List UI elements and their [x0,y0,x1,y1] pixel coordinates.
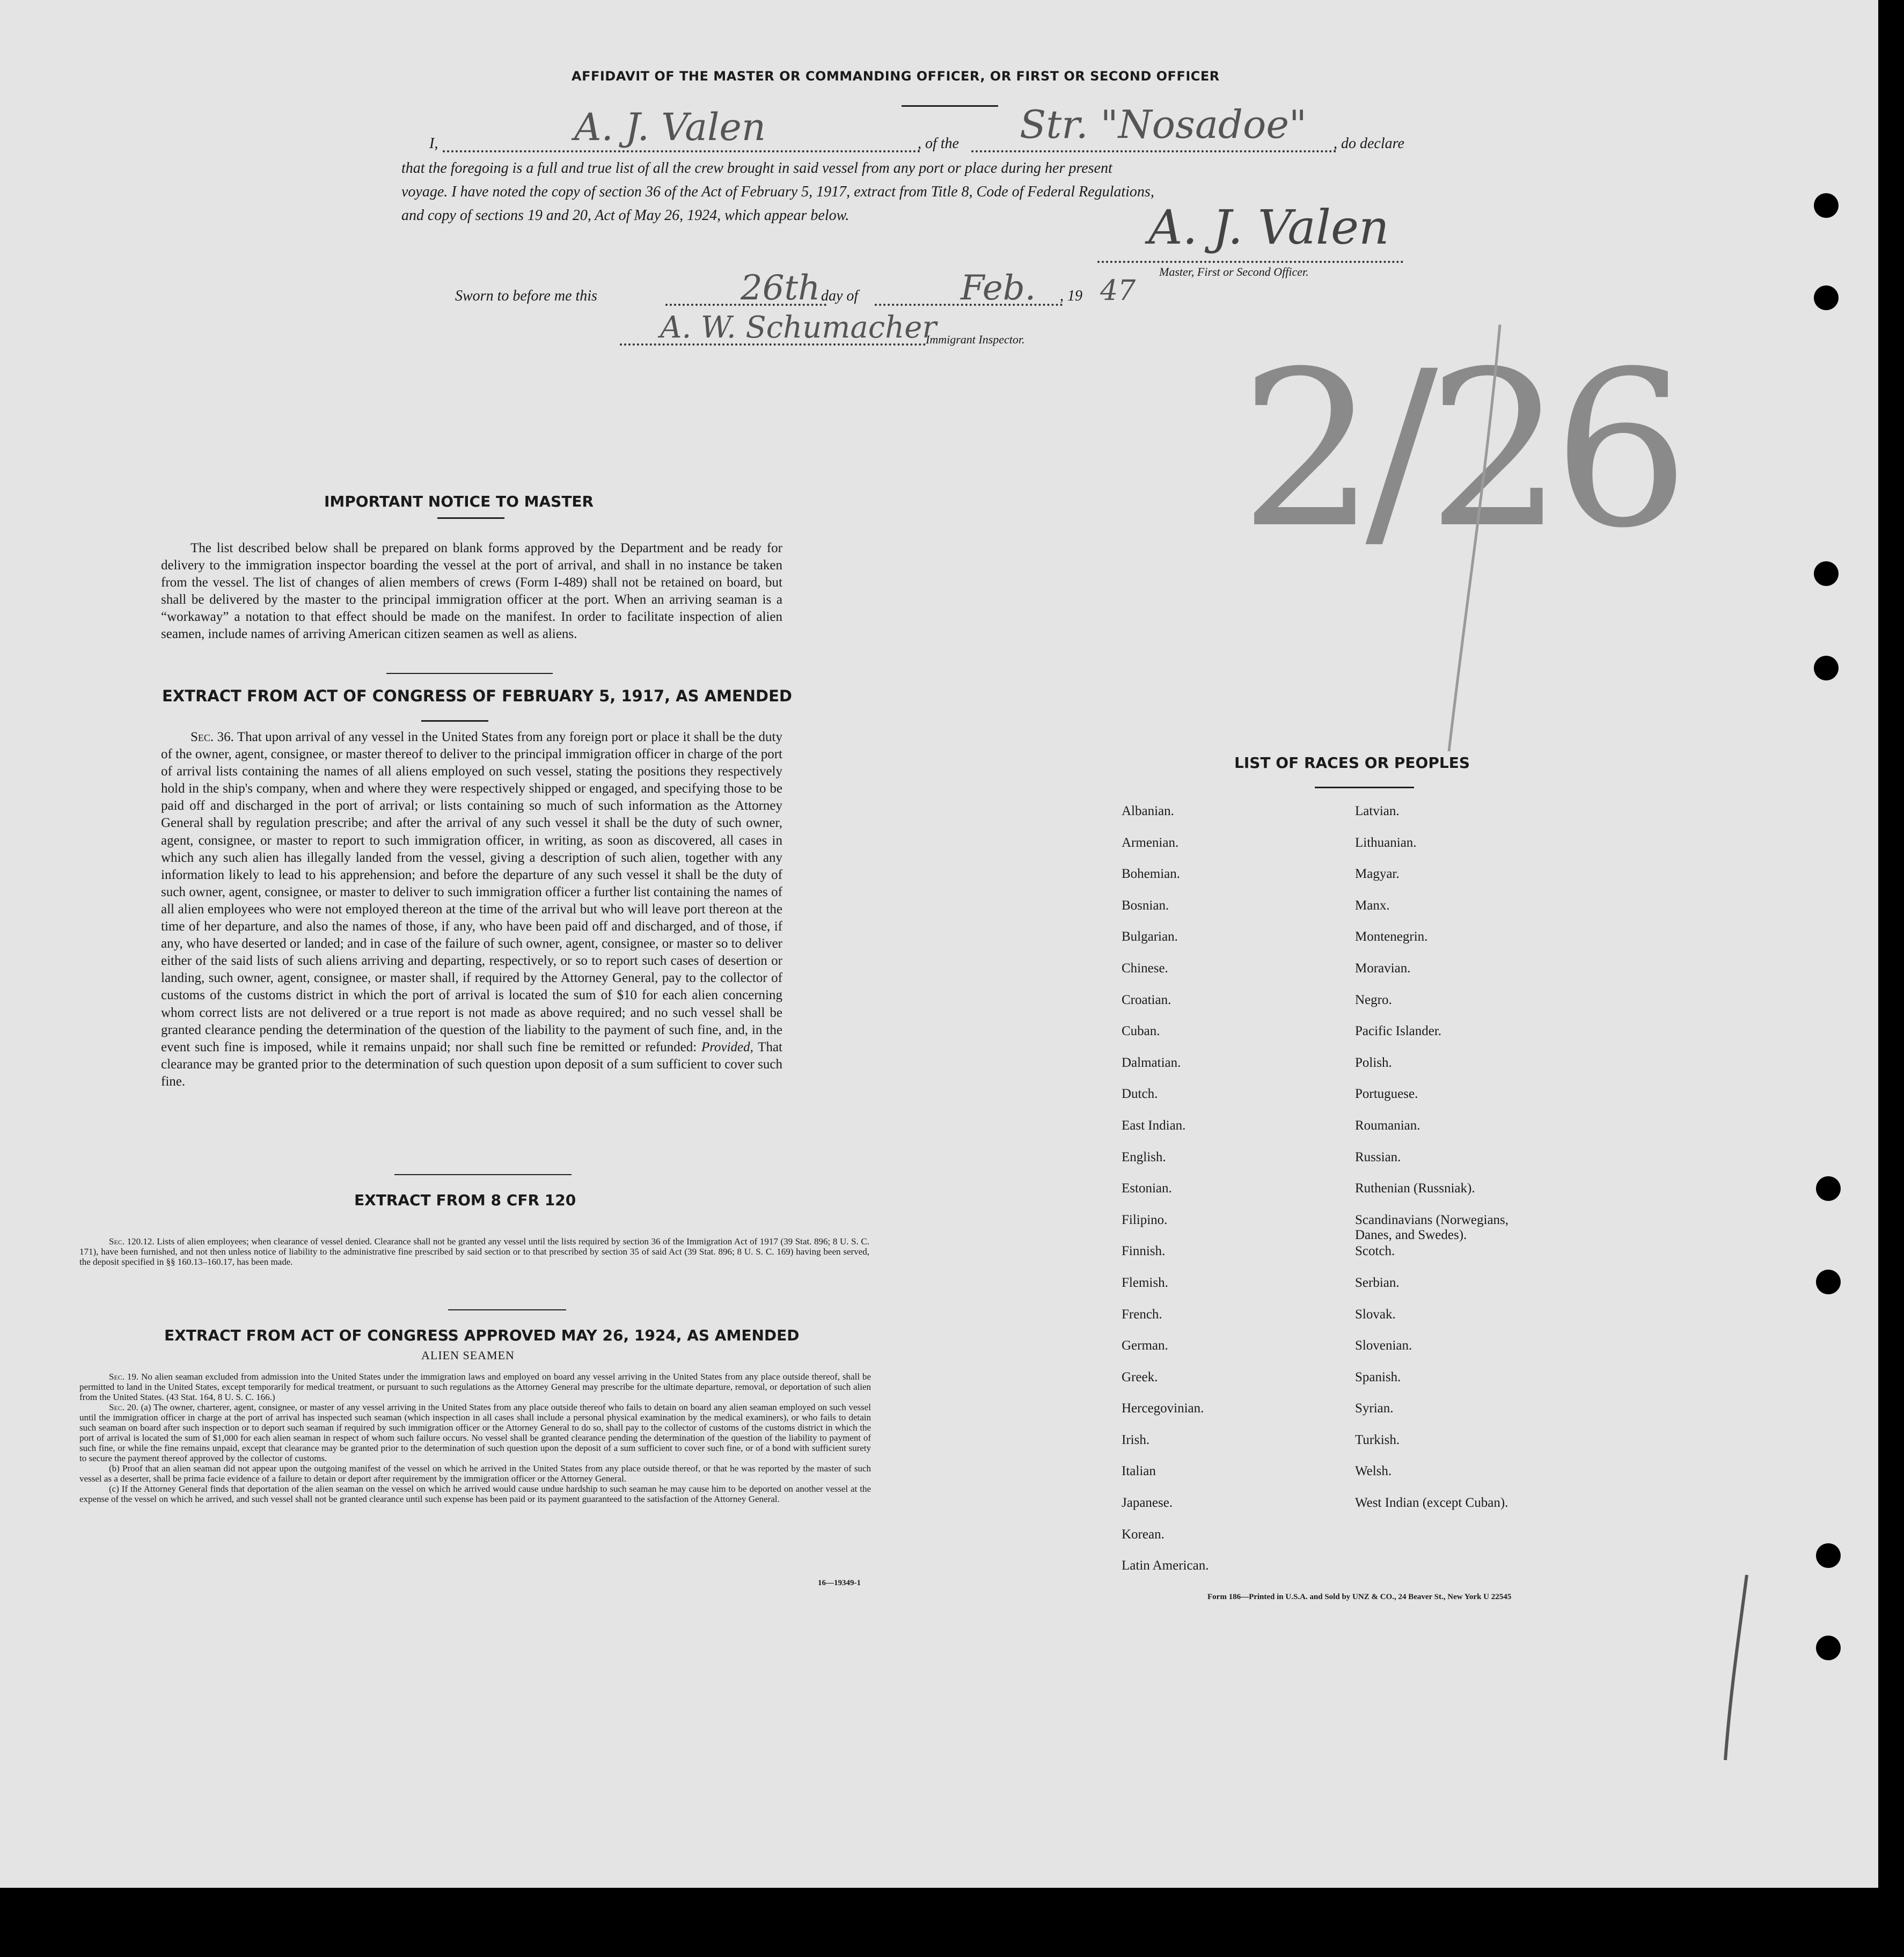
race-item: Roumanian. [1355,1118,1420,1133]
punch-hole [1816,1176,1841,1201]
race-item: Negro. [1355,992,1392,1007]
race-item: Syrian. [1355,1401,1394,1416]
punch-hole [1814,561,1839,586]
sec-19-label: Sec. 19. [109,1372,139,1382]
race-item: Bosnian. [1122,898,1169,913]
sec-20b-text: (b) Proof that an alien seaman did not appear upon the outgoing manifest of the vessel on which he arrived in the United States from any place outside thereof, or that he was reported by the master of such vessel as a deserter, shall be prima facie evidence of a failure to detain or deport after requirement by the immigration officer or the Attorney General. [79,1463,871,1484]
of-the-label: , of the [918,135,959,152]
inspector-caption: Immigrant Inspector. [926,333,1025,346]
race-item: Manx. [1355,898,1390,913]
sworn-prefix: Sworn to before me this [455,288,597,304]
race-item: Japanese. [1122,1496,1173,1511]
cfr-text: Lists of alien employees; when clearance of vessel denied. Clearance shall not be granted any vessel until the lists required by section 36 of the Immigration Act of 1917 (39 Stat. 896; 8 U. S. C. 171), have been furnished, and not then unless notice of liability to the administrative fine prescribed by said section or to that prescribed by section 35 of said Act (39 Stat. 896; 8 U. S. C. 169) having been served, the deposit specified in §§ 160.13–160.17, has been made. [79,1236,869,1267]
sec-36-text: That upon arrival of any vessel in the United States from any foreign port or place it shall be the duty of the owner, agent, consignee, or master thereof to deliver to the principal immigration officer in charge of the port of arrival lists containing the names of all aliens employed on such vessel, stating the positions they respectively hold in the ship's company, when and where they were respectively shipped or engaged, and specifying those to be paid off and discharged in the port of arrival; or lists containing so much of such information as the Attorney General shall by regulation prescribe; and after the arrival of any such vessel it shall be the duty of such owner, agent, consignee, or master to report to such immigration officer, in writing, as soon as discovered, all cases in which any such alien has illegally landed from the vessel, giving a description of such alien, together with any information likely to lead to his apprehension; and before the departure of any such vessel it shall be the duty of such owner, agent, consignee, or master to deliver to such immigration officer a further list containing the names of all alien employees who were not employed thereon at the time of the arrival but who will leave port thereon at the time of her departure, and also the names of those, if any, who have been paid off and discharged, and of those, if any, who have deserted or landed; and in case of the failure of such owner, agent, consignee, or master so to deliver either of the said lists of such aliens arriving and departing, respectively, or so to report such cases of desertion or landing, such owner, agent, consignee, or master shall, if required by the Attorney General, pay to the collector of customs of the customs district in which the port of arrival is located the sum of $10 for each alien concerning whom correct lists are not delivered or a true report is not made as above required; and no such vessel shall be granted clearance pending the determination of the question of the liability to the payment of such fine, and, in the event such fine is imposed, while it remains unpaid; nor shall such fine be remitted or refunded: [161,730,782,1054]
race-item: English. [1122,1149,1166,1164]
margin-note-handwriting: 2/26 [1240,326,1679,575]
race-item: German. [1122,1338,1168,1353]
form-code: 16—19349-1 [818,1579,861,1587]
declarant-prefix: I, [429,135,438,152]
declarant-handwriting: A. J. Valen [574,105,766,149]
affidavit-line-2: voyage. I have noted the copy of section 36 of the Act of February 5, 1917, extract from Title 8, Code of Federal Regulations, [401,184,1154,200]
race-item: Montenegrin. [1355,929,1428,944]
race-item: East Indian. [1122,1118,1186,1133]
race-item: Cuban. [1122,1024,1160,1039]
race-item: Armenian. [1122,835,1179,850]
extract-1924-title: EXTRACT FROM ACT OF CONGRESS APPROVED MAY 26, 1924, AS AMENDED [164,1326,800,1344]
race-item: Dutch. [1122,1087,1158,1102]
pencil-margin-stroke [1725,1575,1747,1760]
race-item: Slovenian. [1355,1338,1412,1353]
race-item: Turkish. [1355,1432,1400,1447]
cfr-sec-label: Sec. 120.12. [109,1236,155,1247]
race-item: Latin American. [1122,1558,1209,1573]
race-item: Albanian. [1122,804,1174,818]
cfr-title: EXTRACT FROM 8 CFR 120 [354,1191,576,1209]
affidavit-line-1: that the foregoing is a full and true list of all the crew brought in said vessel from any port or place during her present [401,160,1112,177]
race-item: Hercegovinian. [1122,1401,1204,1416]
race-item: French. [1122,1307,1162,1322]
race-item: Lithuanian. [1355,835,1417,850]
race-item: Finnish. [1122,1244,1166,1259]
do-declare-label: , do declare [1334,135,1404,152]
race-item: Scotch. [1355,1244,1395,1259]
race-item: Croatian. [1122,992,1171,1007]
race-item: Scandinavians (Norwegians, Danes, and Swedes). [1355,1212,1509,1242]
punch-hole [1816,1636,1841,1660]
race-item: Moravian. [1355,961,1411,976]
punch-hole [1816,1270,1841,1294]
printer-imprint: Form 186—Printed in U.S.A. and Sold by UNZ & CO., 24 Beaver St., New York U 22545 [1207,1593,1512,1601]
race-item: Serbian. [1355,1275,1400,1290]
race-item: Spanish. [1355,1369,1401,1384]
year-handwriting: 47 [1100,275,1136,307]
race-item: Bohemian. [1122,867,1181,882]
race-item: Welsh. [1355,1464,1392,1479]
notice-text: The list described below shall be prepared on blank forms approved by the Department and be ready for delivery to the immigration inspector boarding the vessel at the port of arrival, and shall in no instance be taken from the vessel. The list of changes of alien members of crews (Form I-489) shall not be retained on board, but shall be delivered by the master to the principal immigration officer at the port. When an arriving seaman is a “workaway” a notation to that effect should be made on the manifest. In order to facilitate inspection of alien seamen, include names of arriving American citizen seamen as well as aliens. [161,541,782,641]
year-prefix: , 19 [1060,288,1082,304]
sec-36-proviso: That clearance may be granted prior to the determination of such question upon deposit of a sum sufficient to cover such fine. [161,1039,782,1089]
race-item: Chinese. [1122,961,1168,976]
sec-20a-text: (a) The owner, charterer, agent, consignee, or master of any vessel arriving in the United States from any place outside thereof who fails to detain on board any alien seaman employed on such vessel until the immigration officer in charge at the port of arrival has inspected such seaman (which inspection in all cases shall include a personal physical examination by the medical examiners), or who fails to detain such seaman on board after such inspection or to deport such seaman if required by such immigration officer or the Attorney General to do so, shall pay to the collector of customs of the customs district in which the port of arrival is located the sum of $1,000 for each alien seaman in respect of whom such failure occurs. No vessel shall be granted clearance pending the determination of the question of the liability to payment of such fine, or while the fine remains unpaid, except that clearance may be granted prior to the determination of such question upon the deposit of a sum sufficient to cover such fine, or of a bond with sufficient surety to secure the payment thereof approved by the collector of customs. [79,1402,871,1463]
race-item: Latvian. [1355,804,1400,818]
race-item: Italian [1122,1464,1156,1479]
punch-hole [1814,656,1839,680]
signature-caption: Master, First or Second Officer. [1159,265,1309,278]
race-item: Portuguese. [1355,1087,1418,1102]
affidavit-line-3: and copy of sections 19 and 20, Act of May 26, 1924, which appear below. [401,207,850,224]
race-item: Polish. [1355,1055,1392,1070]
inspector-signature: A. W. Schumacher [660,310,937,345]
race-item: Greek. [1122,1369,1158,1384]
race-item: Ruthenian (Russniak). [1355,1181,1475,1196]
race-item: Bulgarian. [1122,929,1178,944]
sec-20c-text: (c) If the Attorney General finds that deportation of the alien seaman on the vessel on which he arrived would cause undue hardship to such seaman he may cause him to be deported on another vessel at the expense of the vessel on which he arrived, and such vessel shall not be granted clearance until such expense has been paid or its payment guaranteed to the satisfaction of the Attorney General. [79,1484,871,1504]
extract-1924-subtitle: ALIEN SEAMEN [421,1348,515,1362]
race-item: West Indian (except Cuban). [1355,1496,1508,1511]
punch-hole [1814,285,1839,310]
race-item: Estonian. [1122,1181,1172,1196]
affidavit-title: AFFIDAVIT OF THE MASTER OR COMMANDING OFFICER, OR FIRST OR SECOND OFFICER [572,69,1220,84]
race-item: Korean. [1122,1527,1165,1542]
punch-hole [1816,1543,1841,1568]
race-item: Irish. [1122,1432,1150,1447]
master-signature: A. J. Valen [1148,200,1389,255]
pencil-slash-stroke [1449,325,1500,751]
race-item: Slovak. [1355,1307,1396,1322]
race-item: Russian. [1355,1149,1401,1164]
sec-19-text: No alien seaman excluded from admission into the United States under the immigration laws and employed on board any vessel arriving in the United States from any place outside thereof, shall be permitted to land in the United States, except temporarily for medical treatment, or pursuant to such regulations as the Attorney General may prescribe for the ultimate departure, removal, or deportation of such alien from the United States. (43 Stat. 164, 8 U. S. C. 166.) [79,1372,871,1402]
sec-36-label: Sec. 36. [191,730,234,744]
provided-word: Provided, [701,1039,753,1054]
race-item: Flemish. [1122,1275,1168,1290]
month-handwriting: Feb. [961,268,1036,308]
race-item: Dalmatian. [1122,1055,1181,1070]
day-of-label: day of [821,288,859,304]
notice-title: IMPORTANT NOTICE TO MASTER [324,493,594,510]
vessel-handwriting: Str. "Nosadoe" [1020,102,1307,147]
race-item: Filipino. [1122,1212,1168,1227]
races-title: LIST OF RACES OR PEOPLES [1234,754,1470,772]
day-handwriting: 26th [741,268,821,308]
sec-20-label: Sec. 20. [109,1402,138,1412]
extract-1917-title: EXTRACT FROM ACT OF CONGRESS OF FEBRUARY 5, 1917, AS AMENDED [162,687,792,705]
race-item: Magyar. [1355,867,1400,882]
race-item: Pacific Islander. [1355,1024,1442,1039]
punch-hole [1814,193,1839,218]
